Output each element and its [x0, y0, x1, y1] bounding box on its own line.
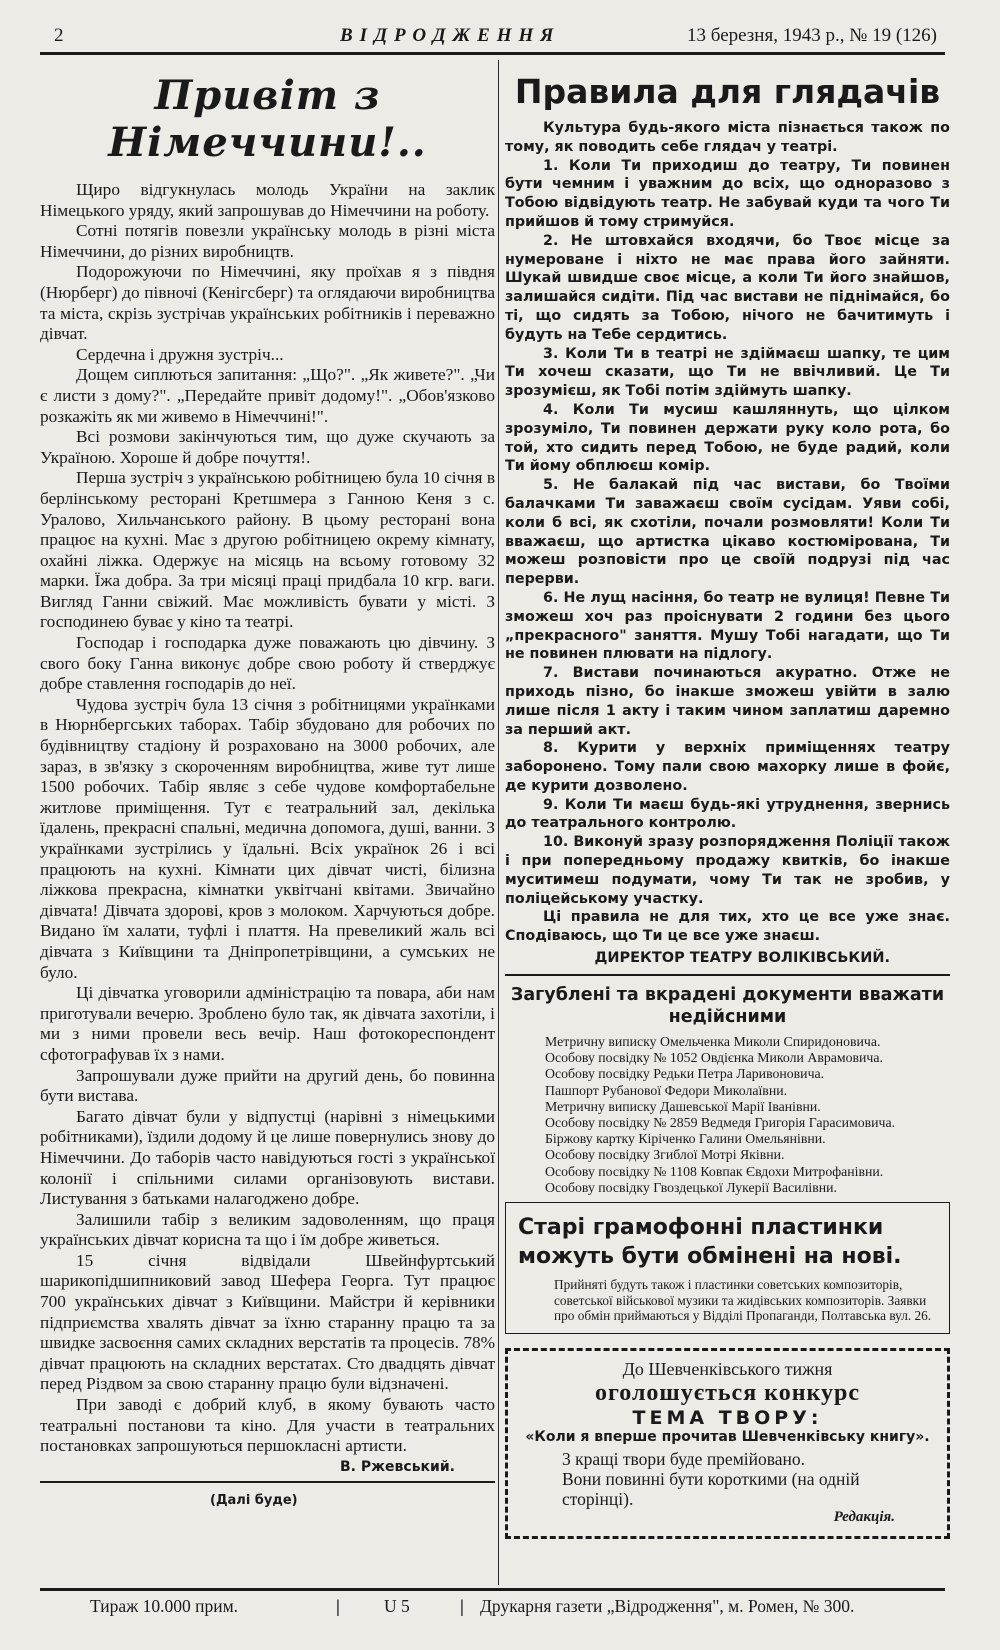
list-item: Біржову картку Кіріченко Галини Омельянівни. — [545, 1131, 826, 1147]
paragraph: Перша зустріч з українською робітницею була 10 січня в берлінському ресторані Кретшмера з Ганною Кеня з с. Уралово, Хильчанського району. В цьому ресторані вона працює на кухні. Має з другою робітницею окрему кімнату, охайні ліжка. Одержує на місяць на всьому готовому 32 марки. Їжа добра. За три місяці праці придбала 10 кгр. ваги. Вигляд Ганни свіжий. Має можливість бувати у місті. З господинею буває у кіно та театрі. — [40, 468, 495, 632]
article-title-rules: Правила для глядачів — [514, 72, 941, 111]
column-divider — [498, 60, 499, 1585]
rule-paragraph: 4. Коли Ти мусиш кашляннуть, що цілком зрозуміло, Ти повинен держати руку коло рота, бо той, хто сидить перед Тобою, не буде радий, коли Ти йому обплюєш комір. — [505, 401, 950, 475]
print-code: U 5 — [384, 1596, 410, 1616]
gramophone-ad — [505, 1202, 950, 1334]
list-item: Особову посвідку Редьки Петра Ларивоновича. — [545, 1066, 825, 1082]
paragraph: Всі розмови закінчуються тим, що дуже скучають за Україною. Хороше й добре почуття!. — [40, 427, 495, 467]
to-be-continued: (Далі буде) — [210, 1492, 298, 1508]
list-item: Метричну виписку Дашевської Марії Іванівни. — [545, 1098, 821, 1114]
separator: | — [460, 1596, 464, 1616]
lost-documents-title: Загублені та вкрадені документи вважати недійсними — [510, 985, 945, 1028]
divider — [505, 974, 950, 976]
rule-paragraph: 2. Не штовхайся входячи, бо Твоє місце за нумероване і ніхто не має права його зайняти. Шукай швидше своє місце, а коли Ти його знайшов, залишайся сидіти. Під час вистави не піднімайся, бо ті, що сидять за Тобою, нічого не бачитимуть і будуть на Тебе сердитись. — [505, 232, 950, 343]
rule-paragraph: Культура будь-якого міста пізнається також по тому, як поводить себе глядач у театрі. — [505, 120, 950, 155]
rule-paragraph: 9. Коли Ти маєш будь-які утруднення, звернись до театрального контролю. — [505, 796, 950, 832]
contest-terms — [520, 1449, 935, 1509]
paragraph: Дощем сиплються запитання: „Що?". „Як живете?". „Чи є листи з дому?". „Передайте привіт додому!". „Обов'язково розкажіть як ми живемо в Німеччині!". — [40, 365, 495, 426]
rules-body — [505, 119, 950, 966]
paragraph: Залишили табір з великим задоволенням, що праця українських дівчат корисна та що і їм добре живеться. — [40, 1209, 495, 1250]
rule-paragraph: 10. Виконуй зразу розпорядження Поліції також і при попередньому продажу квитків, бо інакше муситимеш подумати, чому Ти так не зробив, у поліцейському участку. — [505, 834, 950, 907]
paragraph: Сердечна і дружня зустріч... — [76, 344, 284, 364]
gramophone-title-1: Старі грамофонні пластинки — [518, 1215, 884, 1241]
divider — [40, 1481, 495, 1483]
contest-line: Вони повинні бути короткими (на одній сторінці). — [562, 1469, 860, 1510]
rule-paragraph: 1. Коли Ти приходиш до театру, Ти повинен бути чемним і уважним до всіх, що одноразово з Тобою відвідують театр. Не забувай куди та чого Ти прийшов й тому стримуйся. — [505, 157, 950, 230]
author-signature: В. Ржевський. — [339, 1458, 455, 1475]
contest-line: 3 кращі твори буде премійовано. — [562, 1449, 806, 1470]
article-body-left — [40, 180, 495, 1457]
rule-paragraph: 8. Курити у верхніх приміщеннях театру заборонено. Тому пали свою махорку лише в фойє, де курити дозволено. — [505, 740, 950, 794]
page-header — [40, 22, 945, 55]
list-item: Пашпорт Рубанової Федори Миколаївни. — [545, 1082, 788, 1098]
circulation: Тираж 10.000 прим. — [90, 1596, 239, 1616]
paragraph: Сотні потягів повезли українську молодь в різні міста Німеччини, до різних виробництв. — [40, 221, 495, 261]
printer: Друкарня газети „Відродження", м. Ромен, № 300. — [480, 1596, 855, 1616]
list-item: Особову посвідку Гвоздецької Лукерії Василівни. — [545, 1179, 837, 1195]
rule-paragraph: 6. Не лущ насіння, бо театр не вулиця! Певне Ти зможеш хоч раз проіснувати 2 години без цього „прекрасного" заняття. Мушу Тобі нагадати, що Ти не повинен плювати на підлогу. — [505, 589, 950, 663]
contest-theme: «Коли я вперше прочитав Шевченківську книгу». — [525, 1429, 930, 1446]
rule-paragraph: 5. Не балакай під час вистави, бо Твоїми балачками Ти заважаєш своїм сусідам. Уяви собі, коли б всі, як схотіли, почали розмовляти! Коли Ти вважаєш, що артистка цікаво костюмірована, Ти можеш розповісти про це своїй подрузі під час перерви. — [505, 477, 950, 588]
paragraph: 15 січня відвідали Швейнфуртський шарикопідшипниковий завод Шефера Георга. Тут працює 700 українських дівчат з Київщини. Майстри й керівники підприємства хвалять дівчат за їхню старанну працю та за швидке засвоєння самих складних верстатів та процесів. 78% дівчат працюють на складних верстатах. Сто двадцять дівчат перед Різдвом за свою старанну працю були відзначені. — [40, 1250, 495, 1394]
director-signature: ДИРЕКТОР ТЕАТРУ ВОЛІКІВСЬКИЙ. — [594, 950, 890, 967]
list-item: Особову посвідку № 1108 Ковпак Євдохи Митрофанівни. — [545, 1163, 884, 1179]
contest-theme-label: ТЕМА ТВОРУ: — [632, 1407, 823, 1430]
rule-paragraph: 3. Коли Ти в театрі не здіймаєш шапку, те цим Ти хочеш сказати, що Ти не ввічливий. Це Ти зрозумієш, як Тобі потім здіймуть шапку. — [505, 345, 950, 400]
contest-signature: Редакція. — [833, 1509, 895, 1526]
list-item: Особову посвідку № 2859 Ведмедя Григорія Гарасимовича. — [545, 1115, 896, 1131]
paragraph: Ці дівчатка уговорили адміністрацію та повара, аби нам приготували вечерю. Зроблено було так, як дівчата захотіли, і ми з ними провели весь вечір. Наш фотокореспондент сфотографував їх з нами. — [40, 983, 495, 1064]
lost-documents-list — [505, 1034, 950, 1196]
list-item: Особову посвідку № 1052 Овдієнка Миколи Аврамовича. — [545, 1050, 883, 1066]
page-number: 2 — [54, 25, 64, 46]
contest-title: оголошується конкурс — [594, 1380, 861, 1407]
paragraph: При заводі є добрий клуб, в якому бувають часто театральні постанови та кіно. Для участи в театральних постановках запрошуються першокласні артисти. — [40, 1395, 495, 1456]
paragraph: Чудова зустріч була 13 січня з робітницями українками в Нюрнбергських таборах. Табір збудовано для робочих по будівництву стадіону й розраховано на 3000 робочих, але зараз, в зв'язку з скороченням виробництва, живе тут лише 1500 робочих. Табір являє з себе чудове комфортабельне житлове приміщення. Тут є театральний зал, декілька їдалень, прекрасні спальні, медична допомога, душі, ванни. З українками зустрілись у їдальні. Всіх українок 26 і всі працюють на кухні. Кімнати цих дівчат чисті, білизна ліжкова прекрасна, кімнатки уквітчані квітами. Звичайно дівчата! Дівчата здорові, кров з молоком. Харчуються добре. Видано їм халати, туфлі і плаття. На превеликий жаль всі дівчата з Київщини та Дніпропетрівщини, а сумських не було. — [40, 694, 495, 982]
paragraph: Щиро відгукнулась молодь України на заклик Німецького уряду, який запрошував до Німеччини на роботу. — [40, 180, 495, 220]
contest-announcement — [505, 1348, 950, 1539]
page-footer — [40, 1588, 945, 1621]
list-item: Особову посвідку Згиблої Мотрі Яківни. — [545, 1147, 785, 1163]
paragraph: Подорожуючи по Німеччині, яку проїхав я з півдня (Нюрберг) до півночі (Кенігсберг) та оглядаючи виробництва та міста, скрізь зустрічав українських робітників і переважно дівчат. — [40, 262, 495, 344]
paragraph: Запрошували дуже прийти на другий день, бо повинна бути вистава. — [40, 1065, 495, 1106]
paper-name: ВІДРОДЖЕННЯ — [340, 25, 561, 46]
gramophone-title-2: можуть бути обмінені на нові. — [518, 1244, 902, 1270]
contest-pre: До Шевченківського тижня — [622, 1359, 833, 1380]
list-item: Метричну виписку Омельченка Миколи Спиридоновича. — [545, 1034, 881, 1050]
issue-date: 13 березня, 1943 р., № 19 (126) — [687, 25, 937, 46]
article-title-left: Привіт з Німеччини!.. — [108, 72, 427, 166]
paragraph: Господар і господарка дуже поважають цю дівчину. З свого боку Ганна виконує добре свою роботу й стверджує добре ставлення господарів до неї. — [40, 633, 495, 694]
separator: | — [336, 1596, 340, 1616]
rule-paragraph: Ці правила не для тих, хто це все уже знає. Сподіваюсь, що Ти це все уже знаєш. — [505, 909, 950, 945]
left-column — [40, 60, 495, 1508]
paragraph: Багато дівчат були у відпустці (нарівні з німецькими робітниками), їздили додому й це лише повернулись знову до Німеччини. До таборів часто навідуються гості з української колонії і спільними силами організовують вистави. Листування з батьками налагоджено добре. — [40, 1106, 495, 1209]
right-column — [505, 60, 950, 1539]
gramophone-body: Прийняті будуть також і пластинки советських композиторів, советської військової музики та жидівських композиторів. Заявки про обмін приймаються у Відділі Пропаганди, Полтавська вул. 26. — [554, 1277, 932, 1323]
rule-paragraph: 7. Вистави починаються акуратно. Отже не приходь пізно, бо інакше зможеш увійти в залю лише після 1 акту і таким чином заплатиш даремно за перший акт. — [505, 665, 950, 738]
